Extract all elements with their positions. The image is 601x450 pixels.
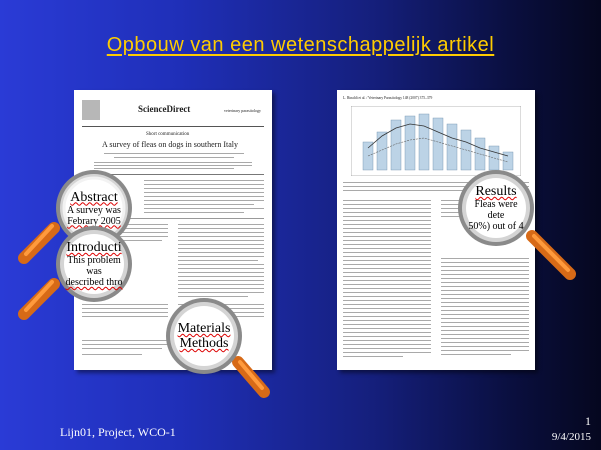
magnifier-introduction: [16, 222, 136, 322]
slide-title: Opbouw van een wetenschappelijk artikel: [106, 34, 495, 56]
slide-number: 1: [585, 414, 591, 428]
magnifier-materials-methods: [160, 296, 280, 406]
journal-right: veterinary parasitology: [224, 108, 261, 113]
magnifier-label: Materials: [177, 321, 231, 336]
magnifier-line: Fleas were dete: [474, 199, 518, 221]
section-label: Short communication: [146, 132, 190, 137]
running-header: L. Rinaldi et al. / Veterinary Parasitology 148 (2007) 375–379: [343, 96, 433, 100]
journal-name: ScienceDirect: [138, 104, 191, 114]
elsevier-logo: [82, 100, 100, 120]
magnifier-line: A survey was: [67, 204, 121, 216]
magnifier-line: 50%) out of 4: [468, 221, 524, 232]
magnifier-label: Abstract: [70, 189, 118, 205]
magnifier-line: Methods: [179, 336, 229, 351]
slide-date: 9/4/2015: [551, 431, 591, 443]
magnifier-label: Introducti: [66, 240, 122, 255]
magnifier-results: [452, 166, 582, 282]
footer-course: Lijn01, Project, WCO-1: [60, 425, 176, 439]
article-title: A survey of fleas on dogs in southern Italy: [102, 140, 238, 149]
magnifier-line: This problem was: [67, 255, 121, 277]
magnifier-label: Results: [475, 184, 517, 199]
magnifier-line: Febrary 2005: [67, 215, 121, 227]
magnifier-line: described thro: [65, 277, 123, 288]
header-rule: [82, 126, 264, 127]
